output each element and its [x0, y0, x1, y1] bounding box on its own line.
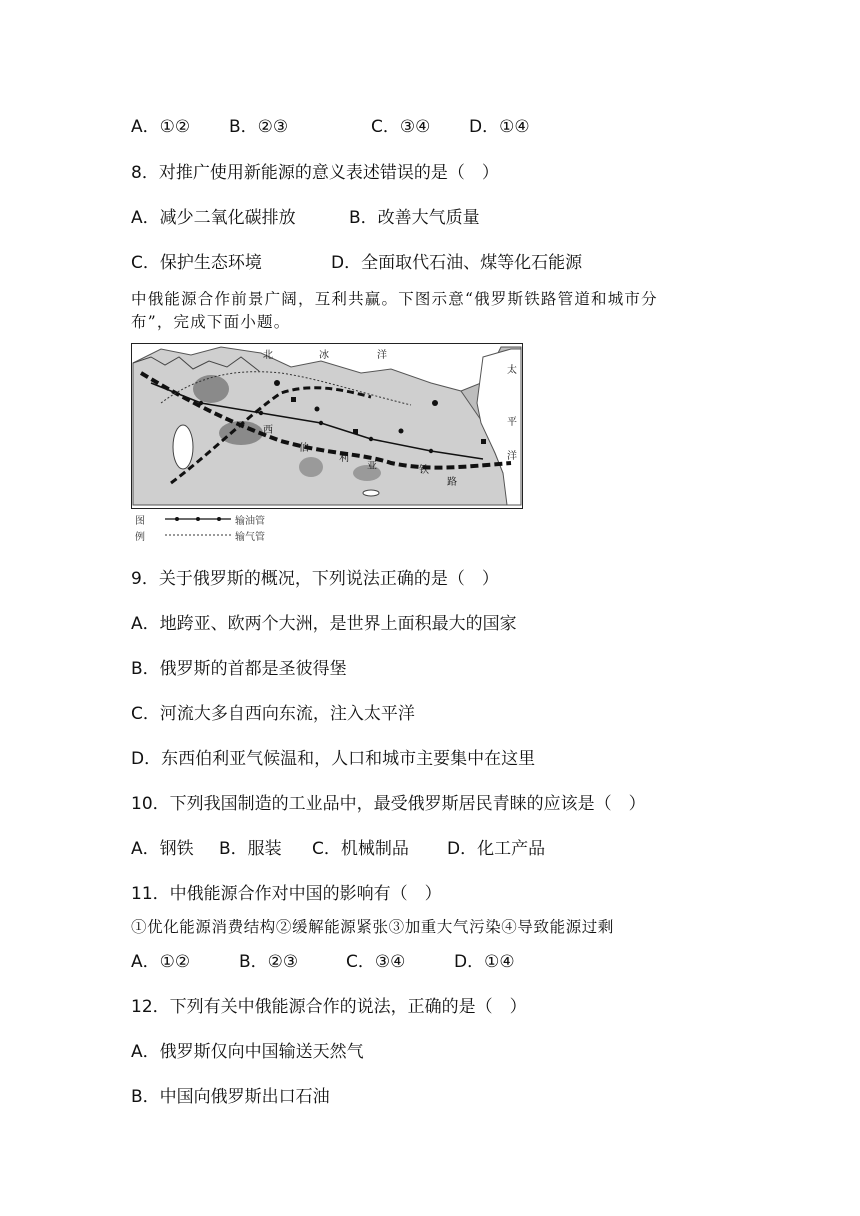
q7-option-d: D．①④: [469, 117, 530, 137]
map-label-bei: 北: [263, 350, 273, 361]
map-label-ya: 亚: [367, 461, 377, 472]
q10-option-b: B．服装: [219, 839, 282, 859]
q7-option-a: A．①②: [131, 117, 191, 137]
q9-option-a: A．地跨亚、欧两个大洲，是世界上面积最大的国家: [131, 614, 517, 634]
q11-option-a: A．①②: [131, 952, 191, 972]
map-label-xi: 西: [263, 425, 273, 436]
map-legend: [131, 512, 291, 544]
legend-oil-label: 输油管: [235, 515, 265, 527]
map-label-tai: 太: [507, 365, 517, 376]
legend-gas-symbol: [165, 530, 231, 540]
map-label-tie: 铁: [419, 465, 429, 476]
q11-option-b: B．②③: [239, 952, 299, 972]
map-label-yang2: 洋: [507, 451, 517, 462]
q10-stem: 10．下列我国制造的工业品中，最受俄罗斯居民青睐的应该是（ ）: [131, 794, 646, 814]
q8-options-cd: [131, 252, 582, 274]
q9-option-d: D．东西伯利亚气候温和，人口和城市主要集中在这里: [131, 749, 536, 769]
q8-option-a: A．减少二氧化碳排放: [131, 208, 296, 228]
q12-option-b: B．中国向俄罗斯出口石油: [131, 1087, 330, 1107]
q11-stem: 11．中俄能源合作对中国的影响有（ ）: [131, 884, 442, 904]
q10-option-a: A．钢铁: [131, 839, 194, 859]
map-shade-3: [299, 457, 323, 477]
q8-option-c: C．保护生态环境: [131, 253, 262, 273]
q11-items: ①优化能源消费结构②缓解能源紧张③加重大气污染④导致能源过剩: [131, 918, 615, 936]
map-label-bing: 冰: [319, 350, 329, 361]
map-label-li: 利: [339, 453, 349, 464]
q7-option-c: C．③④: [371, 117, 431, 137]
intro-line-2: 布”，完成下面小题。: [131, 313, 291, 331]
q11-option-d: D．①④: [454, 952, 515, 972]
q9-option-c: C．河流大多自西向东流，注入太平洋: [131, 704, 415, 724]
legend-title-1: 图: [135, 515, 145, 527]
intro-line-1: 中俄能源合作前景广阔，互利共赢。下图示意“俄罗斯铁路管道和城市分: [131, 290, 658, 308]
map-shade-1: [193, 375, 229, 403]
q11-option-c: C．③④: [346, 952, 406, 972]
q8-options-ab: [131, 207, 480, 229]
q10-options: [131, 838, 545, 860]
q12-option-a: A．俄罗斯仅向中国输送天然气: [131, 1042, 364, 1062]
q9-option-b: B．俄罗斯的首都是圣彼得堡: [131, 659, 347, 679]
map-label-yang1: 洋: [377, 350, 387, 361]
q8-option-d: D．全面取代石油、煤等化石能源: [331, 253, 583, 273]
q10-option-c: C．机械制品: [312, 839, 409, 859]
legend-gas-label: 输气管: [235, 531, 265, 543]
map-label-ping: 平: [507, 417, 517, 428]
q12-stem: 12．下列有关中俄能源合作的说法，正确的是（ ）: [131, 997, 527, 1017]
russia-railway-pipeline-map: [131, 343, 523, 509]
q7-options: [131, 116, 530, 138]
legend-oil-symbol: [165, 514, 231, 524]
map-label-lu: 路: [447, 477, 457, 488]
q11-options: [131, 951, 515, 973]
q8-stem: 8．对推广使用新能源的意义表述错误的是（ ）: [131, 163, 499, 183]
q10-option-d: D．化工产品: [447, 839, 546, 859]
legend-title-2: 例: [135, 531, 145, 543]
q9-stem: 9．关于俄罗斯的概况，下列说法正确的是（ ）: [131, 569, 499, 589]
q7-option-b: B．②③: [229, 117, 289, 137]
map-baikal: [363, 490, 379, 496]
q8-option-b: B．改善大气质量: [349, 208, 480, 228]
map-label-bo: 伯: [299, 443, 309, 454]
map-caspian: [173, 425, 193, 469]
